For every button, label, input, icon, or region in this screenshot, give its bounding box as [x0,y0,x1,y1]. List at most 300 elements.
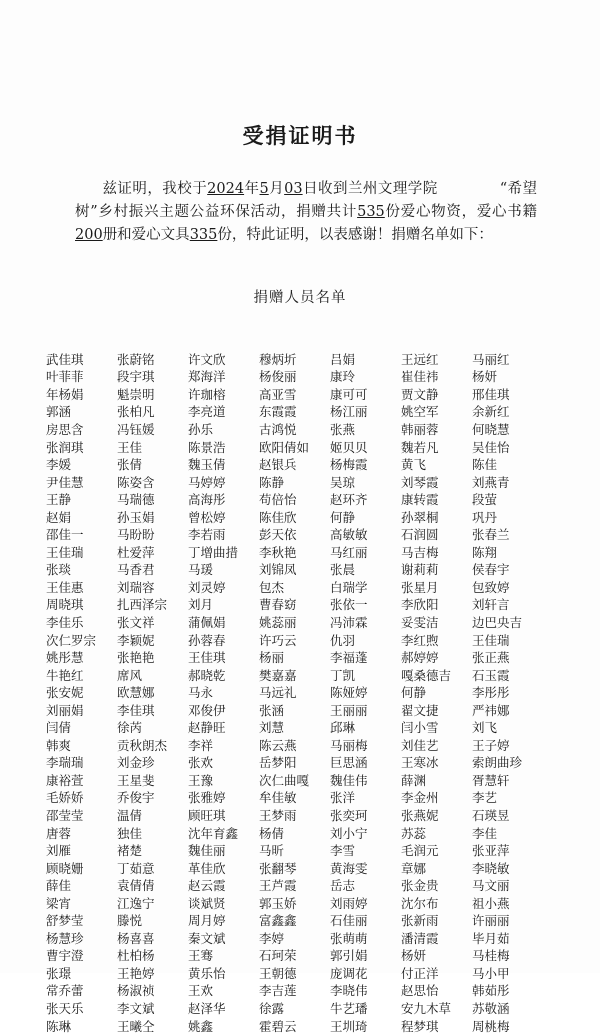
donor-name: 杨喜喜 [117,930,155,946]
donor-name: 王佳瑞 [472,632,510,648]
donor-name: 马瑞德 [117,492,155,508]
donor-name: 马瑗 [188,562,214,578]
donor-name: 薛渊 [401,772,427,788]
name-row [46,841,566,859]
donor-name: 白瑞学 [330,579,368,595]
name-row [46,350,566,368]
donor-name: 岳梦阳 [259,755,297,771]
name-row [46,613,566,631]
donor-name: 魏若凡 [401,439,439,455]
donor-name: 高亚雪 [259,386,297,402]
donor-name: 李吉莲 [259,983,297,999]
donor-name: 姬贝贝 [330,439,368,455]
donor-name: 温倩 [117,808,143,823]
donor-name: 王骞 [188,948,214,964]
donor-name: 王佳琪 [188,650,226,666]
name-row [46,771,566,789]
donor-name: 吴佳怡 [472,439,510,455]
name-row [46,982,566,1000]
donor-name: 革佳欣 [188,860,226,876]
donor-name: 邓俊伊 [188,702,226,718]
donor-name: 刘琴霞 [401,474,439,490]
donor-name: 沈年育鑫 [188,825,239,841]
name-row [46,894,566,912]
donor-name: 石珂荣 [259,948,297,964]
donor-name: 谈斌贤 [188,895,226,911]
donor-name: 叶菲菲 [46,369,84,385]
donor-name: 姚鑫 [188,1018,214,1034]
donor-name: 赵娟 [46,509,72,525]
intro-text-7: 册和爱心文具 [102,227,190,243]
donor-name: 巩丹 [472,509,498,525]
donor-name: 房思含 [46,421,84,437]
donor-name: 马婷婷 [188,474,226,490]
donor-name: 李颖妮 [117,632,155,648]
donor-name: 富鑫鑫 [259,913,297,929]
donor-name: 石玉霞 [472,667,510,683]
donor-name: 徐露 [259,1001,285,1017]
donor-name: 周月婷 [188,913,226,929]
donor-name: 郭涵 [46,404,72,420]
name-row [46,438,566,456]
donor-name: 邢佳琪 [472,386,510,402]
donor-name: 郝婷婷 [401,650,439,666]
donor-name: 陈佳 [472,457,498,473]
donor-name: 陈景浩 [188,439,226,455]
donor-name: 包致婷 [472,579,510,595]
donor-name: 杨妍 [401,948,427,964]
donor-name: 王芦霞 [259,878,297,894]
donor-name: 独佳 [117,825,143,841]
donor-name: 余新红 [472,404,510,420]
donor-name: 邵佳一 [46,527,84,543]
name-row [46,683,566,701]
donor-name: 秦文斌 [188,930,226,946]
intro-text-6: 份爱心物资，爱心书籍 [384,204,537,220]
donor-name: 刘锦凤 [259,562,297,578]
name-row [46,403,566,421]
donor-name: 张正燕 [472,650,510,666]
donor-name: 程梦琪 [401,1018,439,1034]
donor-name: 沈尔布 [401,895,439,911]
donor-name: 穆炳圻 [259,351,297,367]
donor-name: 许珈榕 [188,386,226,402]
name-row [46,596,566,614]
donor-name: 舒梦莹 [46,913,84,929]
name-row [46,420,566,438]
donor-name: 张翻琴 [259,860,297,876]
donor-name: 李佳乐 [46,614,84,630]
donor-name: 顾旺琪 [188,808,226,823]
donor-name: 李佳 [472,825,498,841]
donor-name: 江逸宁 [117,895,155,911]
donor-name: 康玲 [330,369,356,385]
intro-text-8: 份，特此证明，以表感谢！捐赠名单如下： [217,227,493,243]
donor-name: 张雅婷 [188,790,226,806]
donor-name: 年杨娟 [46,386,84,402]
donor-name: 杨江丽 [330,404,368,420]
name-row [46,947,566,965]
donor-name: 杨妍 [472,369,498,385]
donor-name: 霍碧云 [259,1018,297,1034]
donor-name: 许文欣 [188,351,226,367]
donor-name: 滕悦 [117,913,143,929]
donor-name: 张春兰 [472,527,510,543]
donor-name: 马盼盼 [117,527,155,543]
donor-name: 曹春窈 [259,597,297,613]
donor-name: 张晨 [330,562,356,578]
donor-name: 高敏敏 [330,527,368,543]
donor-name: 闫小雪 [401,720,439,736]
donor-name: 马吉梅 [401,544,439,560]
donor-name: 张燕妮 [401,808,439,823]
donor-name: 石瑛昱 [472,808,510,823]
donor-list-title: 捐赠人员名单 [253,290,347,306]
donor-name: 魁崇明 [117,386,155,402]
intro-text-3: 月 [268,181,285,197]
name-row [46,455,566,473]
donor-name: 张蔚铭 [117,351,155,367]
donor-name: 张亚萍 [472,843,510,859]
name-row [46,929,566,947]
donor-name: 杨慧珍 [46,930,84,946]
donor-name: 牛艺璠 [330,1001,368,1017]
donor-name: 石佳丽 [330,913,368,929]
donor-name: 李祥 [188,737,214,753]
donor-name: 张润琪 [46,439,84,455]
donor-name: 马桂梅 [472,948,510,964]
donor-name: 杨梅霞 [330,457,368,473]
donor-name: 张璟 [46,965,72,981]
donor-name: 段萤 [472,492,498,508]
donor-name: 毛润元 [401,843,439,859]
donor-name: 岳志 [330,878,356,894]
donor-name: 王艳婷 [117,965,155,981]
donor-name: 贡秋朗杰 [117,737,168,753]
donor-name: 马小甲 [472,965,510,981]
donor-name: 王远红 [401,351,439,367]
donor-name: 丁凯 [330,667,356,683]
donor-name: 张天乐 [46,1001,84,1017]
donor-name: 孙蓉春 [188,632,226,648]
donor-name: 冯沛霖 [330,614,368,630]
donor-name: 张新雨 [401,913,439,929]
donor-name: 王梦雨 [259,808,297,823]
donor-name: 刘月 [188,597,214,613]
name-row [46,824,566,842]
donor-name: 徐芮 [117,720,143,736]
donor-name: 曹宇澄 [46,948,84,964]
donor-name: 王圳琦 [330,1018,368,1034]
donor-name: 陈姿含 [117,474,155,490]
donor-name: 彭天依 [259,527,297,543]
donor-name: 次仁曲嘎 [259,772,310,788]
intro-text-5: “希望树”乡村振兴主题公益环保活动，捐赠共计 [75,181,538,220]
donor-name: 张萌萌 [330,930,368,946]
donor-name: 苟倍怡 [259,492,297,508]
donor-name: 郭玉娇 [259,895,297,911]
name-row [46,631,566,649]
donor-name: 马昕 [259,843,285,859]
donor-name: 张洋 [330,790,356,806]
donor-name: 樊嘉嘉 [259,667,297,683]
donor-name: 张金贵 [401,878,439,894]
name-row [46,525,566,543]
donor-name: 王佳惠 [46,579,84,595]
name-row [46,666,566,684]
name-row [46,859,566,877]
donor-name: 李瑞瑞 [46,755,84,771]
donor-name: 薛佳 [46,878,72,894]
donor-name: 赵环齐 [330,492,368,508]
donor-name: 周桃梅 [472,1018,510,1034]
donor-name: 何静 [401,685,427,701]
donor-name: 王曦仝 [117,1018,155,1034]
donor-name: 包杰 [259,579,285,595]
donor-name: 孙乐 [188,421,214,437]
donor-name: 陈娅婷 [330,685,368,701]
donor-name: 马丽梅 [330,737,368,753]
donor-name: 巨思涵 [330,755,368,771]
donor-name: 张依一 [330,597,368,613]
stationery-count: 335 [189,227,218,243]
donor-name: 石润圆 [401,527,439,543]
donor-name: 李文斌 [117,1001,155,1017]
donor-name: 段宇琪 [117,369,155,385]
donor-name: 周晓琪 [46,597,84,613]
donor-name: 张星月 [401,579,439,595]
books-count: 200 [75,227,103,243]
donor-name: 刘瑞容 [117,579,155,595]
donor-name: 何晓慧 [472,421,510,437]
donor-name: 付正洋 [401,965,439,981]
name-row [46,543,566,561]
donor-name: 陈云燕 [259,737,297,753]
donor-name: 王静 [46,492,72,508]
donor-name: 席风 [117,667,143,683]
donor-name: 侯春宇 [472,562,510,578]
donor-name: 陈琳 [46,1018,72,1034]
donor-name: 苏敬涵 [472,1001,510,1017]
donor-name: 武佳琪 [46,351,84,367]
donor-name: 李欣阳 [401,597,439,613]
donor-name: 魏玉倩 [188,457,226,473]
donor-name: 郭引娟 [330,948,368,964]
donor-name: 冯钰媛 [117,421,155,437]
donor-name: 祖小燕 [472,895,510,911]
donor-name: 赵静旺 [188,720,226,736]
donor-name: 闫倩 [46,720,72,736]
name-row [46,701,566,719]
donor-name: 边巴央吉 [472,614,523,630]
donor-name: 刘雨婷 [330,895,368,911]
name-row [46,754,566,772]
donor-name: 刘小宁 [330,825,368,841]
donor-name: 妥雯洁 [401,614,439,630]
donor-name: 蒲佩娟 [188,614,226,630]
donor-name: 邱琳 [330,720,356,736]
goods-count: 535 [357,204,385,220]
donor-name: 马香君 [117,562,155,578]
name-row [46,736,566,754]
donor-name: 谢莉莉 [401,562,439,578]
name-row [46,912,566,930]
donor-name: 邵莹莹 [46,808,84,823]
donor-name: 孙翠桐 [401,509,439,525]
intro-text-4: 日收到兰州文理学院 [302,181,438,197]
donor-name: 王寒冰 [401,755,439,771]
donor-name: 李雪 [330,843,356,859]
donor-name: 韩爽 [46,737,72,753]
name-row [46,718,566,736]
donor-name: 庞调花 [330,965,368,981]
donor-name: 魏佳伟 [330,772,368,788]
donor-name: 黄乐怡 [188,965,226,981]
donor-name: 刘燕青 [472,474,510,490]
year-value: 2024 [207,181,245,197]
donor-name: 尹佳慧 [46,474,84,490]
month-value: 5 [259,181,269,197]
donor-name: 牛艳红 [46,667,84,683]
intro-text-2: 年 [244,181,260,197]
donor-name: 杨淑祯 [117,983,155,999]
donor-name: 嘎桑德吉 [401,667,452,683]
donor-name: 李福蓬 [330,650,368,666]
donor-name: 刘金珍 [117,755,155,771]
donor-name: 李亮道 [188,404,226,420]
donor-name: 安九木草 [401,1001,452,1017]
donor-name: 古鸿悦 [259,421,297,437]
name-row [46,473,566,491]
donor-name: 陈佳欣 [259,509,297,525]
donor-name: 李若雨 [188,527,226,543]
donor-name: 吴琼 [330,474,356,490]
name-row [46,789,566,807]
donor-name: 王子婷 [472,737,510,753]
donor-name: 杜爱萍 [117,544,155,560]
donor-name: 韩茹彤 [472,983,510,999]
donor-name: 王朝德 [259,965,297,981]
donor-name: 陈静 [259,474,285,490]
donor-name: 严祎娜 [472,702,510,718]
donor-name: 张燕 [330,421,356,437]
donor-name: 陈翔 [472,544,498,560]
name-row [46,578,566,596]
donor-name: 郑海洋 [188,369,226,385]
donor-name: 曾松婷 [188,509,226,525]
name-row [46,806,566,824]
donor-name: 王佳瑞 [46,544,84,560]
donor-name: 唐蓉 [46,825,72,841]
donor-name: 何静 [330,509,356,525]
donor-name: 扎西泽宗 [117,597,168,613]
donor-name: 索朗曲珍 [472,755,523,771]
donor-name: 黄海雯 [330,860,368,876]
name-row [46,490,566,508]
donor-name: 高海彤 [188,492,226,508]
certificate-body [75,178,537,247]
donor-name: 王佳 [117,439,143,455]
donor-name: 欧阳倩如 [259,439,310,455]
donor-name: 孙玉娟 [117,509,155,525]
donor-name: 张涵 [259,702,285,718]
donor-name: 顾晓姗 [46,860,84,876]
donor-name: 黄飞 [401,457,427,473]
donor-name: 李艺 [472,790,498,806]
donor-name: 李媛 [46,457,72,473]
donor-name: 马永 [188,685,214,701]
donor-name: 王豫 [188,772,214,788]
intro-text-1: 兹证明，我校于 [102,181,208,197]
donor-name: 王星斐 [117,772,155,788]
donor-name: 韩丽蓉 [401,421,439,437]
donor-name: 赵泽华 [188,1001,226,1017]
donor-name: 马远礼 [259,685,297,701]
donor-name: 杨俊丽 [259,369,297,385]
donor-name: 李红煦 [401,632,439,648]
name-row [46,999,566,1017]
name-row [46,385,566,403]
donor-name: 褚楚 [117,843,143,859]
donor-name: 刘灵婷 [188,579,226,595]
donor-name: 李金州 [401,790,439,806]
donor-name: 牟佳敏 [259,790,297,806]
donor-name: 杨丽 [259,650,285,666]
donor-name: 张琰 [46,562,72,578]
donor-name: 杜柏杨 [117,948,155,964]
donor-name: 赵思怡 [401,983,439,999]
donor-name: 康可可 [330,386,368,402]
donor-name: 李晓伟 [330,983,368,999]
donor-name: 仇羽 [330,632,356,648]
donor-name: 赵云霞 [188,878,226,894]
name-row [46,561,566,579]
donor-name: 许丽丽 [472,913,510,929]
name-row [46,648,566,666]
donor-name: 崔佳祎 [401,369,439,385]
donor-name: 许巧云 [259,632,297,648]
donor-name: 乔俊宇 [117,790,155,806]
donor-name: 刘慧 [259,720,285,736]
donor-name: 贾文静 [401,386,439,402]
donor-name: 常乔蕾 [46,983,84,999]
donor-name: 吕娟 [330,351,356,367]
donor-name-table [46,350,566,1034]
donor-name: 张安妮 [46,685,84,701]
donor-name: 姚空军 [401,404,439,420]
donor-name: 魏佳丽 [188,843,226,859]
donor-name: 梁宵 [46,895,72,911]
donor-name: 张奕珂 [330,808,368,823]
donor-name: 马丽红 [472,351,510,367]
donor-name: 翟文捷 [401,702,439,718]
name-row [46,508,566,526]
donor-name: 赵银兵 [259,457,297,473]
donor-name: 王欢 [188,983,214,999]
donor-name: 毛娇娇 [46,790,84,806]
donor-name: 李婷 [259,930,285,946]
donor-name: 刘雁 [46,843,72,859]
donor-name: 苏蕊 [401,825,427,841]
donor-name: 康裕萱 [46,772,84,788]
name-row [46,876,566,894]
donor-name: 张欢 [188,755,214,771]
donor-name: 张柏凡 [117,404,155,420]
donor-name: 李彤彤 [472,685,510,701]
donor-name: 潘清霞 [401,930,439,946]
donor-name: 王丽丽 [330,702,368,718]
donor-name: 丁茹意 [117,860,155,876]
